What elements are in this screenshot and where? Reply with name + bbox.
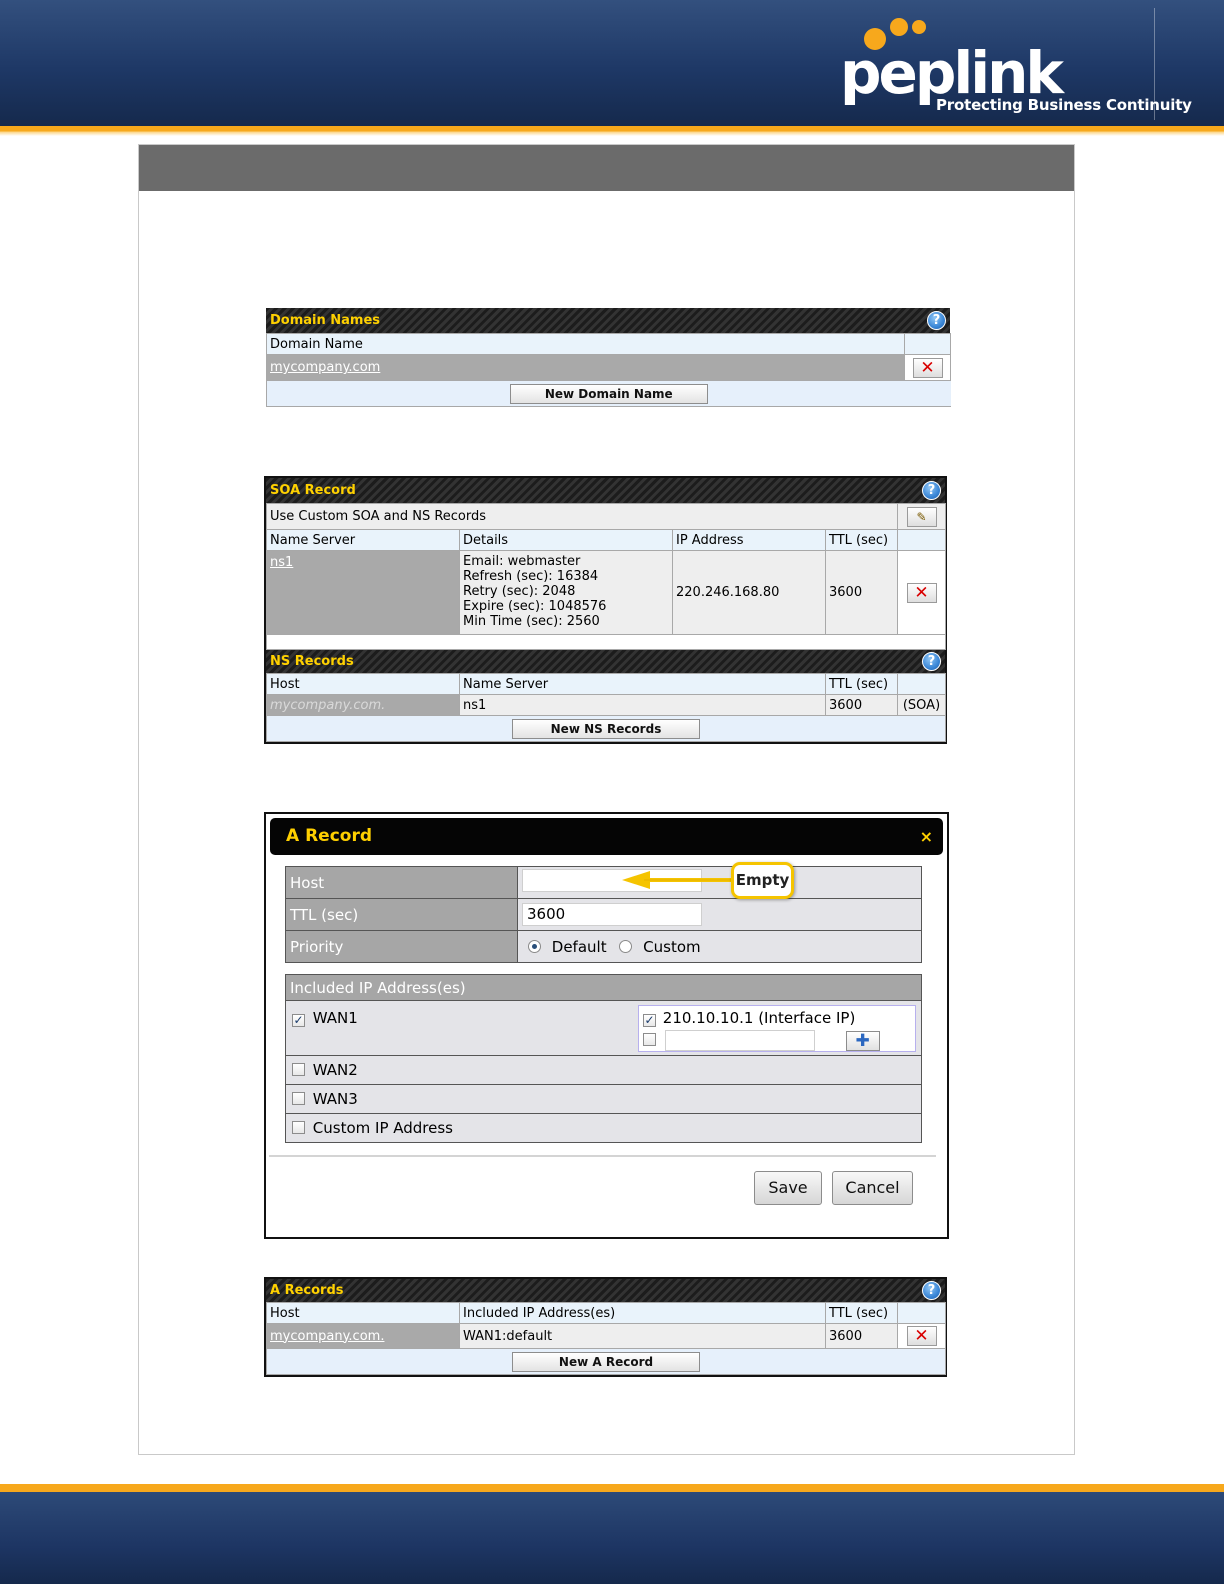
callout-arrow-icon	[620, 868, 735, 892]
soa-record-title	[266, 478, 945, 503]
new-ns-records-button[interactable]: New NS Records	[512, 719, 701, 739]
plus-icon[interactable]: ✚	[846, 1031, 880, 1051]
custom-ip-checkbox[interactable]	[643, 1033, 656, 1046]
domain-link[interactable]: mycompany.com	[270, 360, 381, 375]
content-titlebar	[139, 145, 1074, 191]
wan3-checkbox[interactable]	[292, 1092, 305, 1105]
table-row	[267, 355, 951, 381]
a-records-title-text: A Records	[270, 1283, 344, 1298]
cancel-button[interactable]: Cancel	[832, 1171, 913, 1205]
wan1-checkbox[interactable]: ✓	[293, 1013, 304, 1027]
domain-names-title	[266, 308, 950, 333]
priority-default-radio[interactable]	[528, 940, 541, 953]
empty-callout: Empty	[731, 862, 794, 899]
column-header-domain-name: Domain Name	[267, 334, 905, 355]
table-row	[267, 695, 946, 716]
form-row-host	[286, 867, 922, 899]
soa-record-title-text: SOA Record	[270, 483, 356, 498]
peplink-logo	[840, 14, 1192, 118]
column-header: TTL (sec)	[826, 530, 898, 551]
priority-label: Priority	[286, 931, 518, 963]
a-record-host-link[interactable]: mycompany.com.	[270, 1328, 385, 1344]
table-row	[267, 551, 946, 635]
footer-stripe	[0, 1484, 1224, 1492]
table-footer-row	[267, 381, 951, 407]
page-footer	[0, 1492, 1224, 1584]
logo-wordmark: peplink	[840, 39, 1061, 107]
custom-ip-row	[286, 1114, 922, 1143]
help-icon[interactable]: ?	[927, 311, 946, 330]
ns-name-server: ns1	[460, 695, 826, 716]
soa-ns-widget	[264, 476, 947, 744]
edit-icon[interactable]: ✎	[907, 507, 937, 527]
custom-soa-row	[267, 504, 946, 530]
included-ip-header	[286, 975, 922, 1001]
ns-records-title	[266, 650, 945, 673]
column-header: Host	[267, 674, 460, 695]
table-header-row	[267, 1303, 946, 1324]
wan3-label: WAN3	[312, 1090, 358, 1108]
dialog-separator	[269, 1155, 936, 1157]
delete-icon[interactable]: ✕	[907, 583, 937, 603]
a-record-form	[285, 866, 922, 963]
column-header: TTL (sec)	[826, 1303, 898, 1324]
ns-records-title-text: NS Records	[270, 654, 354, 669]
custom-soa-label: Use Custom SOA and NS Records	[267, 504, 898, 530]
a-record-ttl: 3600	[826, 1324, 898, 1349]
logo-dot	[890, 18, 908, 36]
new-domain-name-button[interactable]: New Domain Name	[510, 384, 708, 404]
column-header: TTL (sec)	[826, 674, 898, 695]
wan2-checkbox[interactable]	[292, 1063, 305, 1076]
domain-names-title-text: Domain Names	[270, 313, 381, 328]
interface-ip-label: 210.10.10.1 (Interface IP)	[662, 1009, 856, 1027]
soa-details	[460, 551, 673, 635]
priority-default-label: Default	[551, 937, 607, 956]
logo-dot	[912, 20, 926, 34]
table-row	[267, 1324, 946, 1349]
column-header: Name Server	[460, 674, 826, 695]
included-ip-title: Included IP Address(es)	[286, 975, 922, 1001]
name-server-link[interactable]: ns1	[270, 555, 294, 570]
wan2-row	[286, 1056, 922, 1085]
soa-detail-line: Refresh (sec): 16384	[463, 569, 599, 584]
priority-custom-radio[interactable]	[619, 940, 632, 953]
column-header: IP Address	[673, 530, 826, 551]
soa-record-table	[266, 503, 946, 650]
save-button[interactable]: Save	[754, 1171, 822, 1205]
a-records-table	[266, 1302, 946, 1375]
ns-records-table	[266, 673, 946, 742]
delete-icon[interactable]: ✕	[913, 358, 943, 378]
ttl-input[interactable]: 3600	[522, 903, 702, 926]
table-header-row	[267, 530, 946, 551]
wan1-row	[286, 1001, 922, 1056]
table-footer-row	[267, 1349, 946, 1375]
page-header	[0, 0, 1224, 126]
dialog-title: A Record	[286, 826, 373, 846]
ip-address-cell: 220.246.168.80	[673, 551, 826, 635]
dialog-title-bar	[270, 818, 943, 855]
a-record-dialog	[264, 812, 949, 1239]
form-row-priority	[286, 931, 922, 963]
soa-detail-line: Expire (sec): 1048576	[463, 599, 607, 614]
spacer-row	[267, 635, 946, 650]
delete-icon[interactable]: ✕	[907, 1326, 937, 1346]
host-label: Host	[286, 867, 518, 899]
header-stripe	[0, 126, 1224, 136]
ttl-label: TTL (sec)	[286, 899, 518, 931]
help-icon[interactable]: ?	[922, 652, 941, 671]
wan3-row	[286, 1085, 922, 1114]
table-footer-row	[267, 716, 946, 742]
included-ip-table	[285, 974, 922, 1143]
soa-tag: (SOA)	[898, 695, 946, 716]
soa-detail-line: Email: webmaster	[463, 554, 581, 569]
column-header: Host	[267, 1303, 460, 1324]
ns-host: mycompany.com.	[270, 697, 386, 713]
a-records-title	[266, 1279, 945, 1302]
a-record-ips: WAN1:default	[460, 1324, 826, 1349]
column-header: Details	[460, 530, 673, 551]
ns-ttl: 3600	[826, 695, 898, 716]
a-records-widget	[264, 1277, 947, 1377]
logo-tagline: Protecting Business Continuity	[936, 96, 1192, 114]
new-a-record-button[interactable]: New A Record	[512, 1352, 700, 1372]
help-icon[interactable]: ?	[922, 1281, 941, 1300]
wan1-label: WAN1	[312, 1009, 358, 1027]
help-icon[interactable]: ?	[922, 481, 941, 500]
form-row-ttl	[286, 899, 922, 931]
wan2-label: WAN2	[312, 1061, 358, 1079]
custom-ip-address-label: Custom IP Address	[312, 1119, 453, 1137]
soa-detail-line: Min Time (sec): 2560	[463, 614, 600, 629]
table-header-row	[267, 334, 951, 355]
custom-ip-input[interactable]	[665, 1030, 815, 1051]
wan1-ip-list	[638, 1005, 916, 1052]
domain-names-table	[266, 333, 951, 407]
domain-names-widget	[266, 308, 950, 407]
close-icon[interactable]: ×	[919, 827, 933, 846]
interface-ip-checkbox[interactable]: ✓	[644, 1013, 655, 1027]
table-header-row	[267, 674, 946, 695]
priority-custom-label: Custom	[643, 937, 701, 956]
soa-detail-line: Retry (sec): 2048	[463, 584, 576, 599]
column-header: Name Server	[267, 530, 460, 551]
ttl-cell: 3600	[826, 551, 898, 635]
custom-ip-address-checkbox[interactable]	[292, 1121, 305, 1134]
column-header: Included IP Address(es)	[460, 1303, 826, 1324]
